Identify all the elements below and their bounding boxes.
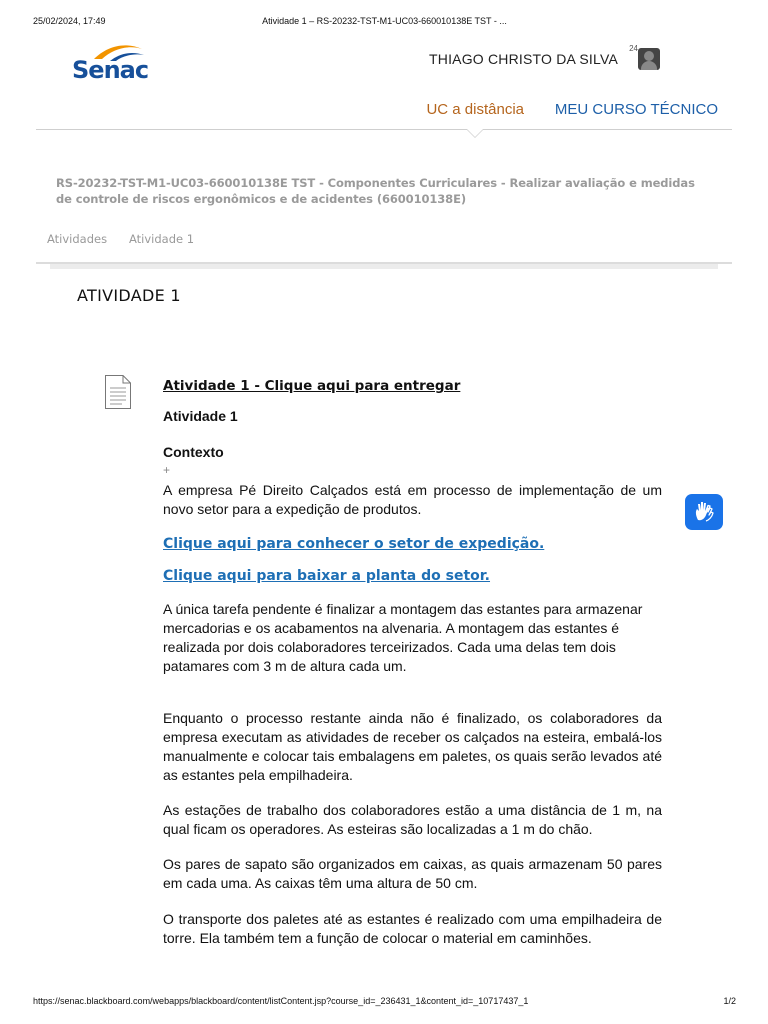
document-icon	[104, 374, 132, 410]
paragraph-processo: Enquanto o processo restante ainda não é finalizado, os colaboradores da empresa executam as atividades de receber os calçados na esteira, embalá-los manualmente e colocar tais embalagens em paletes, os quais serão levados até as estantes pela empilhadeira.	[163, 710, 662, 783]
avatar-head	[644, 51, 654, 61]
breadcrumb-item-atividade-1[interactable]: Atividade 1	[129, 232, 195, 246]
paragraph-estacoes: As estações de trabalho dos colaboradores estão a uma distância de 1 m, na qual ficam os operadores. As esteiras são localizadas a 1 m do chão.	[163, 802, 662, 837]
notification-count[interactable]: 24	[629, 44, 638, 53]
logo-text: Senac	[72, 56, 149, 84]
print-url: https://senac.blackboard.com/webapps/blackboard/content/listContent.jsp?course_id=_236431_1&content_id=_10717437_1	[33, 996, 529, 1006]
breadcrumb-item-atividades[interactable]: Atividades	[47, 232, 108, 246]
plus-marker: +	[163, 463, 171, 477]
content-top-bar	[50, 264, 718, 269]
activity-heading: Atividade 1	[163, 408, 238, 424]
paragraph-intro: A empresa Pé Direito Calçados está em processo de implementação de um novo setor para a expedição de produtos.	[163, 482, 662, 517]
vlibras-hands-icon	[692, 500, 716, 524]
nav-meu-curso-tecnico[interactable]: MEU CURSO TÉCNICO	[554, 101, 718, 118]
avatar[interactable]	[638, 48, 660, 70]
senac-logo[interactable]	[72, 39, 154, 85]
link-setor-expedicao[interactable]: Clique aqui para conhecer o setor de expedição.	[163, 536, 545, 552]
avatar-body	[641, 61, 657, 70]
print-page-title: Atividade 1 – RS-20232-TST-M1-UC03-660010138E TST - ...	[262, 16, 507, 26]
course-title: RS-20232-TST-M1-UC03-660010138E TST - Componentes Curriculares - Realizar avaliação e medidas de controle de riscos ergonômicos e de acidentes (660010138E)	[56, 176, 695, 206]
print-datetime: 25/02/2024, 17:49	[33, 16, 106, 26]
paragraph-estantes: A única tarefa pendente é finalizar a montagem das estantes para armazenar mercadorias e os acabamentos na alvenaria. A montagem das estantes é realizada por dois colaboradores terceirizados. Cada uma delas tem dois patamares com 3 m de altura cada um.	[163, 601, 643, 674]
nav-uc-a-distancia[interactable]: UC a distância	[426, 101, 524, 118]
user-name[interactable]: THIAGO CHRISTO DA SILVA	[429, 51, 618, 67]
page-title: ATIVIDADE 1	[77, 286, 181, 305]
header-divider	[36, 129, 732, 130]
paragraph-caixas: Os pares de sapato são organizados em caixas, as quais armazenam 50 pares em cada uma. As caixas têm uma altura de 50 cm.	[163, 856, 662, 891]
paragraph-transporte: O transporte dos paletes até as estantes é realizado com uma empilhadeira de torre. Ela também tem a função de colocar o material em caminhões.	[163, 911, 662, 946]
submit-activity-link[interactable]: Atividade 1 - Clique aqui para entregar	[163, 378, 461, 394]
link-planta-setor[interactable]: Clique aqui para baixar a planta do setor.	[163, 568, 491, 584]
print-page-number: 1/2	[723, 996, 736, 1006]
vlibras-accessibility-button[interactable]	[685, 494, 723, 530]
nav-caret-inner	[467, 129, 483, 137]
print-header	[33, 16, 736, 30]
context-heading: Contexto	[163, 444, 224, 460]
print-footer	[33, 996, 736, 1010]
